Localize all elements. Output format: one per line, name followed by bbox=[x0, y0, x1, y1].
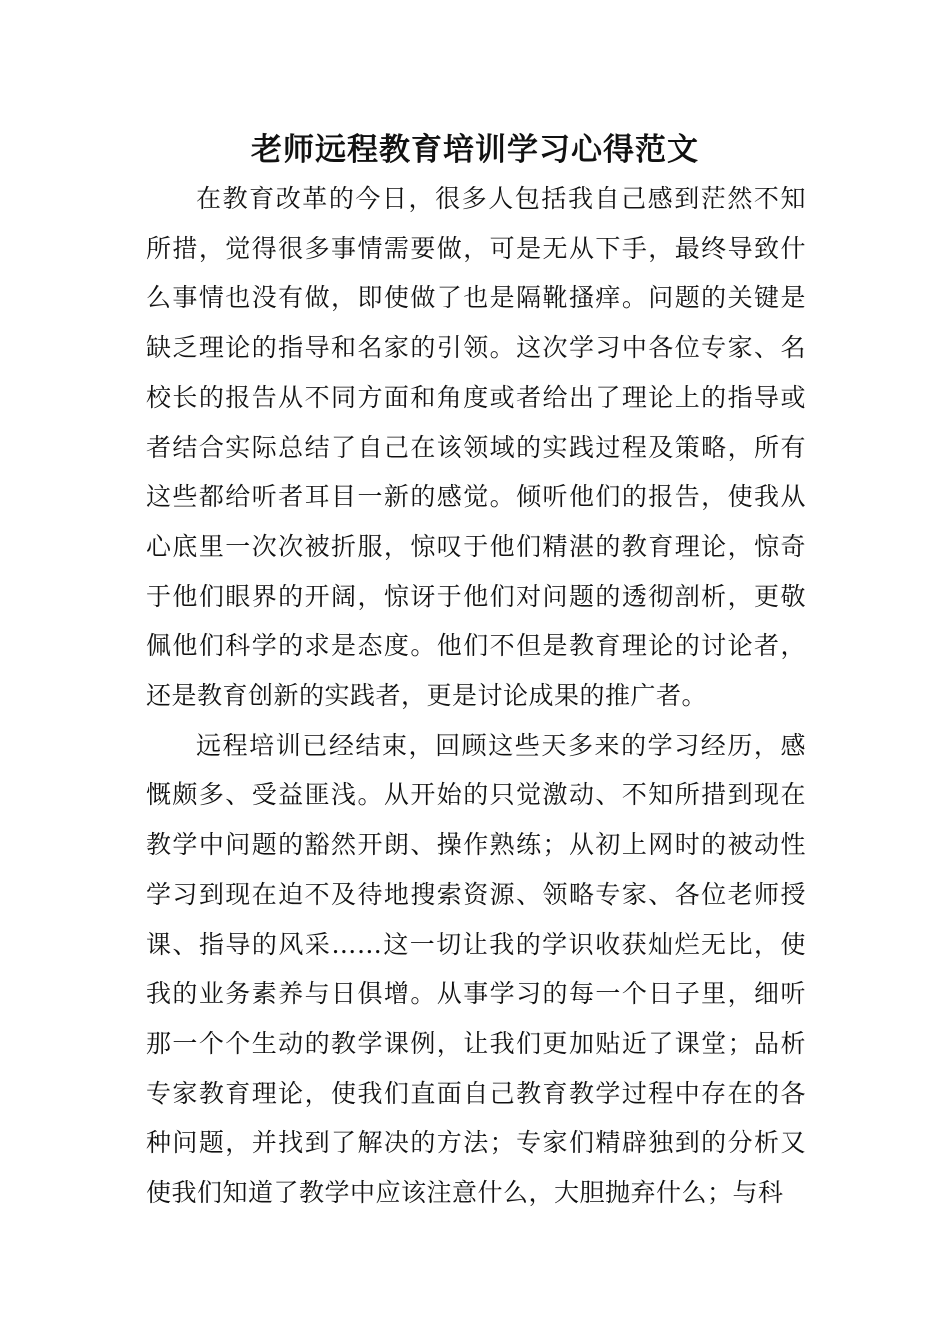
document-body bbox=[146, 174, 806, 1218]
paragraph-1: 在教育改革的今日，很多人包括我自己感到茫然不知所措，觉得很多事情需要做，可是无从下手，最终导致什么事情也没有做，即使做了也是隔靴搔痒。问题的关键是缺乏理论的指导和名家的引领。这次学习中各位专家、名校长的报告从不同方面和角度或者给出了理论上的指导或者结合实际总结了自己在该领域的实践过程及策略，所有这些都给听者耳目一新的感觉。倾听他们的报告，使我从心底里一次次被折服，惊叹于他们精湛的教育理论，惊奇于他们眼界的开阔，惊讶于他们对问题的透彻剖析，更敬佩他们科学的求是态度。他们不但是教育理论的讨论者，还是教育创新的实践者，更是讨论成果的推广者。 bbox=[146, 184, 806, 711]
paragraph-2: 远程培训已经结束，回顾这些天多来的学习经历，感慨颇多、受益匪浅。从开始的只觉激动、不知所措到现在教学中问题的豁然开朗、操作熟练；从初上网时的被动性学习到现在迫不及待地搜索资源、领略专家、各位老师授课、指导的风采……这一切让我的学识收获灿烂无比，使我的业务素养与日俱增。从事学习的每一个日子里，细听那一个个生动的教学课例，让我们更加贴近了课堂；品析专家教育理论，使我们直面自己教育教学过程中存在的各种问题，并找到了解决的方法；专家们精辟独到的分析又使我们知道了教学中应该注意什么，大胆抛弃什么；与科 bbox=[146, 730, 806, 1208]
document-title: 老师远程教育培训学习心得范文 bbox=[251, 132, 699, 168]
